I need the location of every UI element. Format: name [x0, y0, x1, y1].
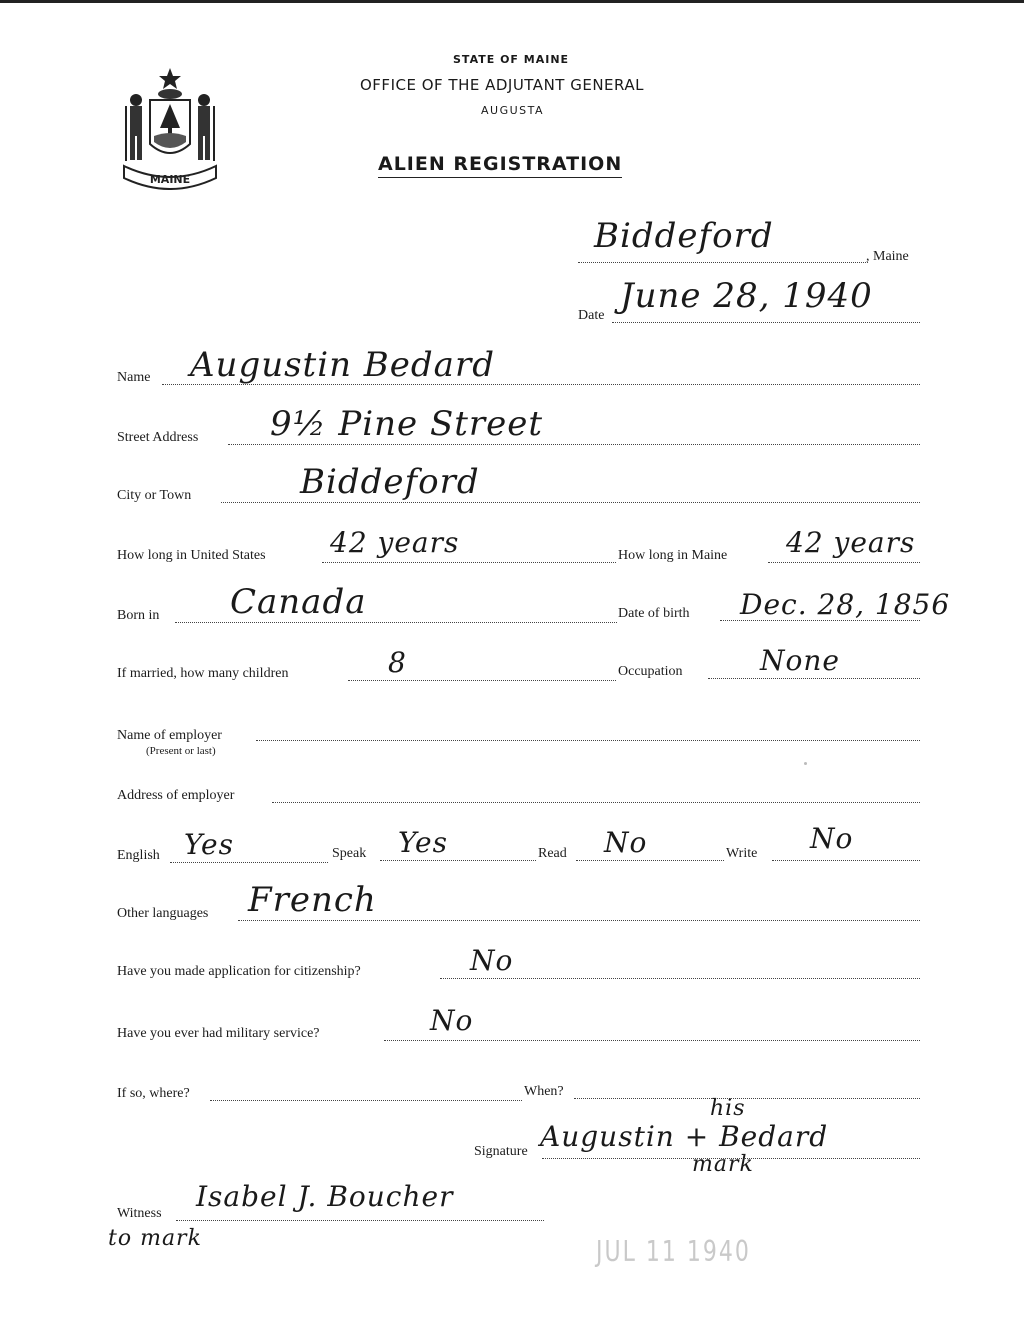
military-line [384, 1040, 920, 1041]
citizenship-label: Have you made application for citizenship? [117, 964, 361, 979]
date-value[interactable]: June 28, 1940 [620, 276, 873, 316]
received-stamp: JUL 11 1940 [596, 1236, 751, 1269]
city-line [221, 502, 920, 503]
town-suffix-label: , Maine [866, 249, 909, 264]
write-line [772, 860, 920, 861]
children-label: If married, how many children [117, 666, 289, 681]
write-label: Write [726, 846, 758, 861]
other-languages-value[interactable]: French [248, 880, 377, 920]
born-in-line [175, 622, 617, 623]
speak-line [380, 860, 536, 861]
read-label: Read [538, 846, 567, 861]
years-in-maine-label: How long in Maine [618, 548, 728, 563]
english-value[interactable]: Yes [184, 828, 234, 861]
years-in-us-line [322, 562, 616, 563]
when-label: When? [524, 1084, 564, 1099]
years-in-maine-line [768, 562, 920, 563]
military-value[interactable]: No [430, 1004, 474, 1037]
employer-name-sublabel: (Present or last) [146, 745, 216, 757]
occupation-line [708, 678, 920, 679]
street-address-value[interactable]: 9½ Pine Street [270, 404, 544, 444]
city-label: City or Town [117, 488, 192, 503]
where-label: If so, where? [117, 1086, 190, 1101]
read-line [576, 860, 724, 861]
state-heading: STATE OF MAINE [453, 53, 570, 66]
date-of-birth-value[interactable]: Dec. 28, 1856 [740, 588, 951, 621]
when-line[interactable] [574, 1098, 920, 1099]
name-label: Name [117, 370, 151, 385]
date-of-birth-label: Date of birth [618, 606, 690, 621]
signature-value[interactable]: Augustin + Bedard [540, 1120, 829, 1153]
other-languages-line [238, 920, 920, 921]
citizenship-line [440, 978, 920, 979]
years-in-us-label: How long in United States [117, 548, 266, 563]
state-of-maine-seal-icon [118, 66, 222, 190]
seal-banner-text: MAINE [149, 173, 191, 186]
city-value[interactable]: Biddeford [300, 462, 480, 502]
military-label: Have you ever had military service? [117, 1026, 320, 1041]
born-in-value[interactable]: Canada [230, 582, 367, 622]
form-title: ALIEN REGISTRATION [378, 153, 622, 178]
signature-mark: mark [692, 1152, 754, 1177]
witness-value[interactable]: Isabel J. Boucher [196, 1180, 454, 1213]
city-heading: AUGUSTA [481, 104, 545, 117]
employer-name-label: Name of employer [117, 728, 222, 743]
witness-note: to mark [108, 1226, 202, 1251]
children-value[interactable]: 8 [388, 646, 407, 679]
employer-address-line[interactable] [272, 802, 920, 803]
street-address-line [228, 444, 920, 445]
speak-label: Speak [332, 846, 367, 861]
office-heading: OFFICE OF THE ADJUTANT GENERAL [360, 76, 644, 94]
other-languages-label: Other languages [117, 906, 209, 921]
date-line [612, 322, 920, 323]
employer-address-label: Address of employer [117, 788, 235, 803]
town-value[interactable]: Biddeford [594, 216, 774, 256]
english-label: English [117, 848, 160, 863]
children-line [348, 680, 616, 681]
english-line [170, 862, 328, 863]
signature-his: his [710, 1096, 746, 1121]
write-value[interactable]: No [810, 822, 854, 855]
occupation-label: Occupation [618, 664, 683, 679]
years-in-us-value[interactable]: 42 years [330, 526, 460, 559]
speak-value[interactable]: Yes [398, 826, 448, 859]
scan-border [0, 0, 1024, 3]
employer-name-line[interactable] [256, 740, 920, 741]
born-in-label: Born in [117, 608, 160, 623]
citizenship-value[interactable]: No [470, 944, 514, 977]
town-line [578, 262, 868, 263]
scan-speck [804, 762, 807, 765]
occupation-value[interactable]: None [760, 644, 840, 677]
name-value[interactable]: Augustin Bedard [190, 345, 495, 385]
read-value[interactable]: No [604, 826, 648, 859]
where-line[interactable] [210, 1100, 522, 1101]
witness-label: Witness [117, 1206, 162, 1221]
years-in-maine-value[interactable]: 42 years [786, 526, 916, 559]
date-label: Date [578, 308, 605, 323]
street-address-label: Street Address [117, 430, 199, 445]
witness-line [176, 1220, 544, 1221]
signature-label: Signature [474, 1144, 528, 1159]
